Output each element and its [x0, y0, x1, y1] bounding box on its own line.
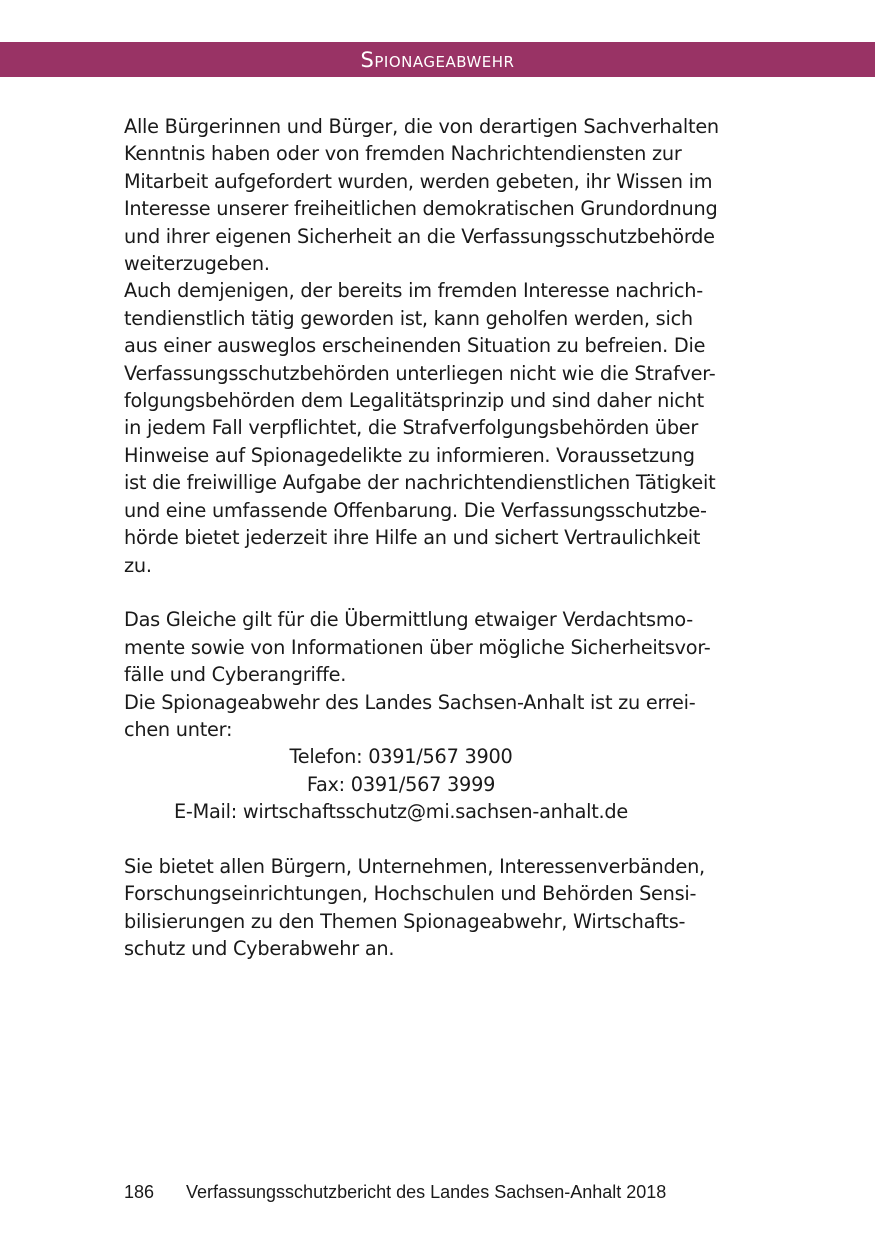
- text-line: Das Gleiche gilt für die Übermittlung etwaiger Verdachtsmo-: [124, 608, 693, 632]
- page-footer: [124, 1182, 666, 1203]
- text-line: Sie bietet allen Bürgern, Unternehmen, Interessenverbänden,: [124, 854, 705, 878]
- contact-block: [124, 743, 764, 825]
- text-line: Alle Bürgerinnen und Bürger, die von derartigen Sachverhalten: [124, 115, 719, 138]
- paragraph-1: [124, 113, 764, 277]
- paragraph-5: [124, 853, 764, 963]
- text-line: bilisierungen zu den Themen Spionageabwehr, Wirtschafts-: [124, 909, 686, 933]
- phone-number: Telefon: 0391/567 3900: [289, 745, 513, 769]
- text-line: Forschungseinrichtungen, Hochschulen und Behörden Sensi-: [124, 882, 697, 906]
- text-line: hörde bietet jederzeit ihre Hilfe an und sichert Vertraulichkeit: [124, 526, 701, 550]
- text-line: Interesse unserer freiheitlichen demokratischen Grundordnung: [124, 197, 718, 221]
- text-line: chen unter:: [124, 717, 233, 741]
- text-line: folgungsbehörden dem Legalitätsprinzip und sind daher nicht: [124, 389, 704, 413]
- text-line: Die Spionageabwehr des Landes Sachsen-Anhalt ist zu errei-: [124, 690, 696, 714]
- paragraph-4: [124, 689, 764, 744]
- paragraph-3: [124, 606, 764, 688]
- section-title: Spionageabwehr: [360, 48, 515, 72]
- page-number: 186: [124, 1182, 155, 1202]
- paragraph-spacer: [124, 579, 764, 606]
- text-line: tendienstlich tätig geworden ist, kann geholfen werden, sich: [124, 306, 693, 330]
- publication-title: Verfassungsschutzbericht des Landes Sachsen-Anhalt 2018: [186, 1182, 667, 1202]
- text-line: und ihrer eigenen Sicherheit an die Verfassungsschutzbehörde: [124, 224, 715, 248]
- fax-number: Fax: 0391/567 3999: [306, 772, 496, 796]
- text-line: zu.: [124, 553, 152, 577]
- text-line: aus einer ausweglos erscheinenden Situation zu befreien. Die: [124, 334, 706, 358]
- paragraph-spacer: [124, 826, 764, 853]
- text-line: Mitarbeit aufgefordert wurden, werden gebeten, ihr Wissen im: [124, 169, 713, 193]
- email-address: E-Mail: wirtschaftsschutz@mi.sachsen-anhalt.de: [173, 800, 629, 824]
- text-line: Kenntnis haben oder von fremden Nachrichtendiensten zur: [124, 142, 682, 166]
- text-line: Hinweise auf Spionagedelikte zu informieren. Voraussetzung: [124, 443, 695, 467]
- text-line: weiterzugeben.: [124, 252, 270, 276]
- text-line: mente sowie von Informationen über mögliche Sicherheitsvor-: [124, 635, 711, 659]
- text-line: Verfassungsschutzbehörden unterliegen nicht wie die Strafver-: [124, 361, 716, 385]
- paragraph-2: [124, 277, 764, 578]
- text-line: schutz und Cyberabwehr an.: [124, 937, 395, 961]
- text-line: in jedem Fall verpflichtet, die Strafverfolgungsbehörden über: [124, 416, 699, 440]
- text-line: ist die freiwillige Aufgabe der nachrichtendienstlichen Tätigkeit: [124, 471, 716, 495]
- text-line: und eine umfassende Offenbarung. Die Verfassungsschutzbe-: [124, 498, 707, 522]
- main-text: [124, 113, 764, 963]
- text-line: Auch demjenigen, der bereits im fremden Interesse nachrich-: [124, 279, 703, 303]
- text-line: fälle und Cyberangriffe.: [124, 663, 347, 687]
